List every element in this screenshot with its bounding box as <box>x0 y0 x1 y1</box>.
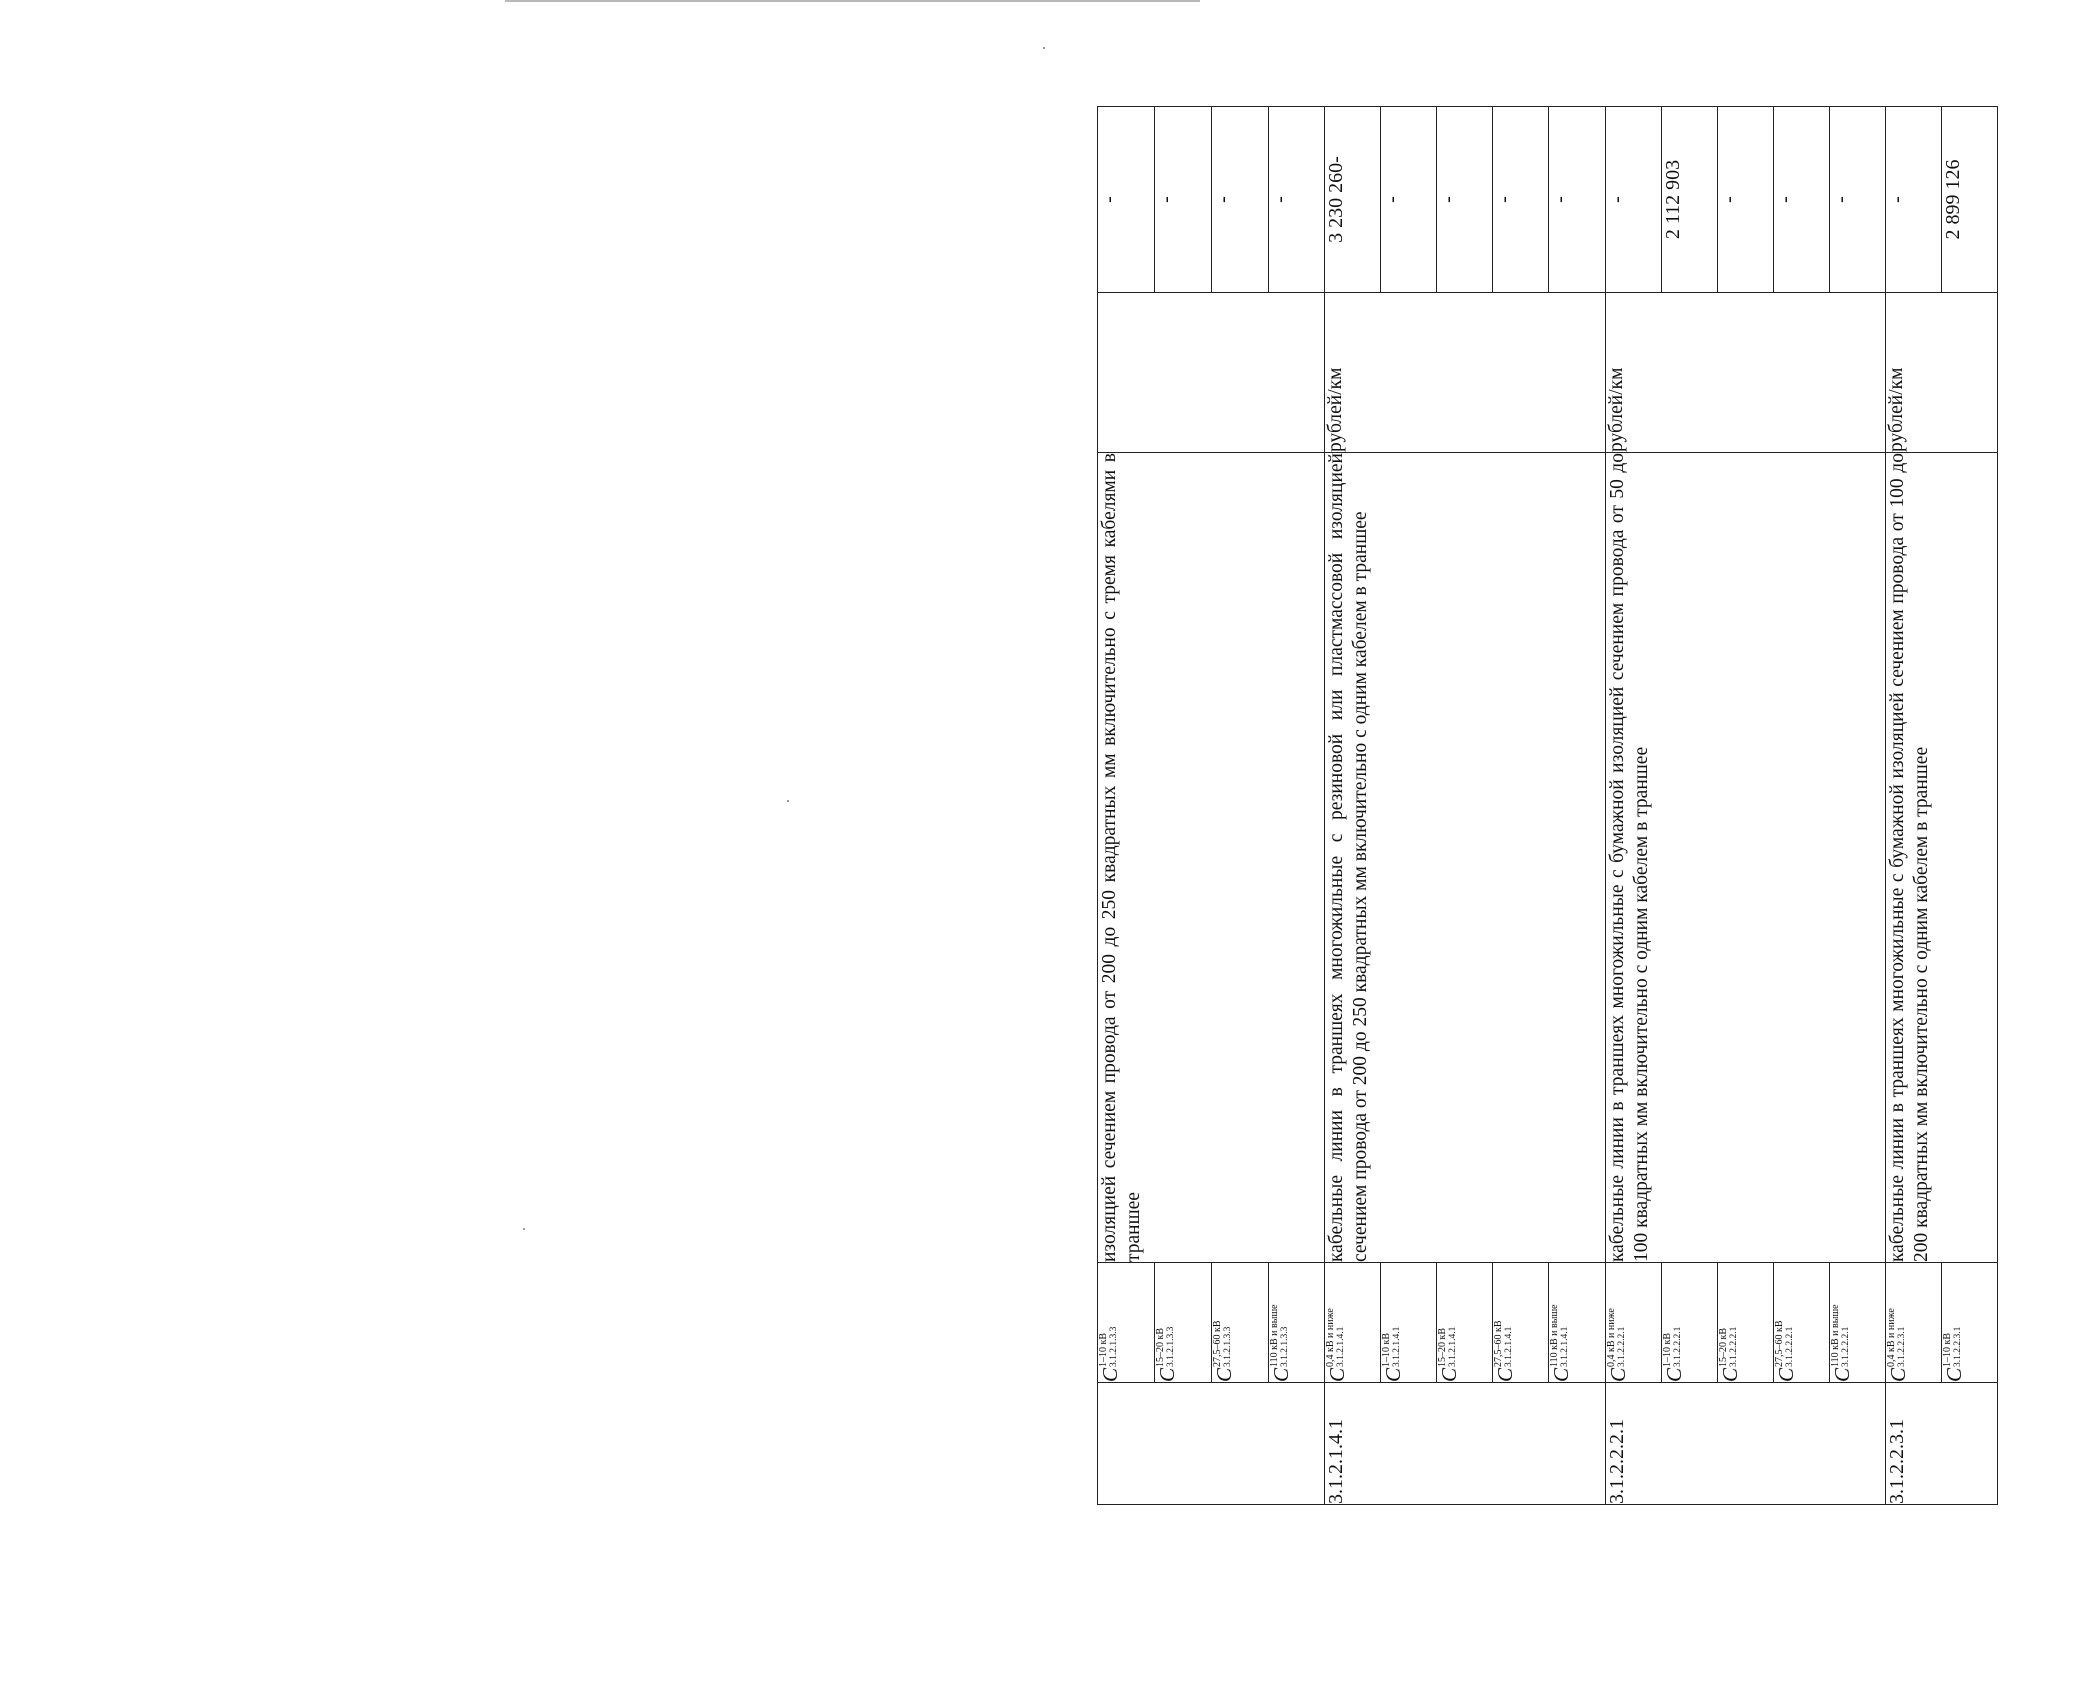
rate-symbol <box>1269 1304 1293 1382</box>
unit-cell: рублей/км <box>1325 293 1606 453</box>
value-cell: - <box>1212 107 1269 293</box>
rate-index: 3.1.2.2.3.1 <box>1897 1326 1907 1367</box>
voltage-class: 15–20 кВ <box>1155 1327 1166 1367</box>
value-cell: 3 230 260- <box>1325 107 1381 293</box>
rate-symbol-cell <box>1718 1263 1774 1383</box>
rate-symbol <box>1830 1304 1854 1382</box>
voltage-class: 110 кВ и выше <box>1549 1304 1560 1367</box>
voltage-class: 110 кВ и выше <box>1269 1304 1280 1367</box>
rate-symbol <box>1437 1327 1461 1382</box>
rate-symbol-cell <box>1493 1263 1549 1383</box>
rate-index: 3.1.2.1.3.3 <box>1166 1326 1176 1367</box>
voltage-class: 27,5–60 кВ <box>1212 1320 1223 1367</box>
rate-symbol-cell <box>1212 1263 1269 1383</box>
voltage-class: 0,4 кВ и ниже <box>1325 1308 1336 1367</box>
unit-cell: рублей/км <box>1886 293 1998 453</box>
rate-symbol <box>1381 1327 1405 1382</box>
rate-symbol-cell <box>1830 1263 1886 1383</box>
rate-symbol <box>1942 1327 1966 1382</box>
voltage-class: 0,4 кВ и ниже <box>1886 1308 1897 1367</box>
rate-symbol <box>1212 1320 1236 1382</box>
rate-symbol <box>1606 1308 1630 1382</box>
value-cell: - <box>1437 107 1493 293</box>
table-row <box>1098 107 1155 1505</box>
table-row <box>1325 107 1381 1505</box>
rate-symbol-letter: C <box>1155 1367 1179 1382</box>
voltage-class: 110 кВ и выше <box>1830 1304 1841 1367</box>
table-row <box>1606 107 1662 1505</box>
scan-speck <box>1043 47 1045 49</box>
rate-symbol <box>1886 1308 1910 1382</box>
item-code-cell: 3.1.2.2.3.1 <box>1886 1383 1998 1505</box>
rate-symbol-cell <box>1774 1263 1830 1383</box>
unit-cell <box>1098 293 1325 453</box>
rate-symbol-cell <box>1662 1263 1718 1383</box>
scan-edge-line <box>505 0 1200 2</box>
rate-index: 3.1.2.1.3.3 <box>1223 1326 1233 1367</box>
rate-symbol-letter: C <box>1269 1367 1293 1382</box>
value-cell: - <box>1774 107 1830 293</box>
rotated-page <box>1097 107 2077 1505</box>
rate-symbol-letter: C <box>1942 1367 1966 1382</box>
value-cell: - <box>1549 107 1606 293</box>
voltage-class: 27,5–60 кВ <box>1774 1320 1785 1367</box>
rate-symbol <box>1718 1327 1742 1382</box>
rate-index: 3.1.2.2.2.1 <box>1841 1326 1851 1367</box>
voltage-class: 1–10 кВ <box>1942 1332 1953 1367</box>
rate-symbol-cell <box>1886 1263 1942 1383</box>
rate-index: 3.1.2.2.2.1 <box>1617 1326 1627 1367</box>
rate-symbol-cell <box>1381 1263 1437 1383</box>
rate-symbol <box>1662 1327 1686 1382</box>
value-cell: 2 899 126 <box>1942 107 1998 293</box>
rate-symbol-letter: C <box>1325 1367 1349 1382</box>
value-cell: - <box>1155 107 1212 293</box>
rate-symbol-cell <box>1325 1263 1381 1383</box>
value-cell: 2 112 903 <box>1662 107 1718 293</box>
rate-index: 3.1.2.1.4.1 <box>1392 1326 1402 1367</box>
rate-symbol <box>1549 1304 1573 1382</box>
rate-symbol-cell <box>1606 1263 1662 1383</box>
voltage-class: 1–10 кВ <box>1381 1332 1392 1367</box>
rate-symbol <box>1774 1320 1798 1382</box>
value-cell: - <box>1718 107 1774 293</box>
rate-symbol-letter: C <box>1606 1367 1630 1382</box>
table-row <box>1886 107 1942 1505</box>
rate-symbol-cell <box>1437 1263 1493 1383</box>
voltage-class: 1–10 кВ <box>1098 1332 1109 1367</box>
scan-speck <box>787 800 789 802</box>
rate-symbol-letter: C <box>1662 1367 1686 1382</box>
value-cell: - <box>1830 107 1886 293</box>
item-code-cell: 3.1.2.1.4.1 <box>1325 1383 1606 1505</box>
unit-cell: рублей/км <box>1606 293 1886 453</box>
rate-symbol-letter: C <box>1098 1367 1122 1382</box>
description-cell: кабельные линии в траншеях многожильные с бумажной изоляцией сечением провода от 50 до 100 квадратных мм включительно с одним кабелем в траншее <box>1606 453 1886 1263</box>
description-cell: кабельные линии в траншеях многожильные с резиновой или пластмассовой изоляцией сечением провода от 200 до 250 квадратных мм включительно с одним кабелем в траншее <box>1325 453 1606 1263</box>
rate-symbol <box>1493 1320 1517 1382</box>
rate-symbol <box>1098 1327 1122 1382</box>
rate-index: 3.1.2.1.4.1 <box>1336 1326 1346 1367</box>
voltage-class: 0,4 кВ и ниже <box>1606 1308 1617 1367</box>
rate-symbol-letter: C <box>1830 1367 1854 1382</box>
rate-symbol-letter: C <box>1774 1367 1798 1382</box>
description-cell: кабельные линии в траншеях многожильные с бумажной изоляцией сечением провода от 100 до 200 квадратных мм включительно с одним кабелем в траншее <box>1886 453 1998 1263</box>
rate-symbol-cell <box>1098 1263 1155 1383</box>
rate-index: 3.1.2.2.2.1 <box>1729 1326 1739 1367</box>
rate-symbol-letter: C <box>1212 1367 1236 1382</box>
voltage-class: 27,5–60 кВ <box>1493 1320 1504 1367</box>
value-cell: - <box>1098 107 1155 293</box>
rate-symbol-letter: C <box>1493 1367 1517 1382</box>
value-cell: - <box>1381 107 1437 293</box>
rate-symbol <box>1155 1327 1179 1382</box>
rate-symbol-letter: C <box>1381 1367 1405 1382</box>
value-cell: - <box>1269 107 1325 293</box>
rate-symbol-letter: C <box>1886 1367 1910 1382</box>
voltage-class: 1–10 кВ <box>1662 1332 1673 1367</box>
rate-symbol-cell <box>1549 1263 1606 1383</box>
rate-index: 3.1.2.2.2.1 <box>1785 1326 1795 1367</box>
rate-symbol-cell <box>1155 1263 1212 1383</box>
rate-symbol-letter: C <box>1718 1367 1742 1382</box>
rate-symbol-letter: C <box>1549 1367 1573 1382</box>
rate-index: 3.1.2.1.4.1 <box>1560 1326 1570 1367</box>
voltage-class: 15–20 кВ <box>1718 1327 1729 1367</box>
rate-index: 3.1.2.1.3.3 <box>1280 1326 1290 1367</box>
value-cell: - <box>1493 107 1549 293</box>
rate-index: 3.1.2.2.2.1 <box>1673 1326 1683 1367</box>
rate-symbol-cell <box>1269 1263 1325 1383</box>
rate-index: 3.1.2.1.4.1 <box>1504 1326 1514 1367</box>
item-code-cell: 3.1.2.2.2.1 <box>1606 1383 1886 1505</box>
tariff-table <box>1097 106 1998 1505</box>
rate-index: 3.1.2.1.4.1 <box>1448 1326 1458 1367</box>
description-cell: изоляцией сечением провода от 200 до 250 квадратных мм включительно с тремя кабелями в траншее <box>1098 453 1325 1263</box>
rate-symbol-cell <box>1942 1263 1998 1383</box>
voltage-class: 15–20 кВ <box>1437 1327 1448 1367</box>
item-code-cell <box>1098 1383 1325 1505</box>
scan-speck <box>523 1228 525 1230</box>
value-cell: - <box>1886 107 1942 293</box>
rate-index: 3.1.2.2.3.1 <box>1953 1326 1963 1367</box>
rate-symbol <box>1325 1308 1349 1382</box>
value-cell: - <box>1606 107 1662 293</box>
rate-symbol-letter: C <box>1437 1367 1461 1382</box>
rate-index: 3.1.2.1.3.3 <box>1109 1326 1119 1367</box>
